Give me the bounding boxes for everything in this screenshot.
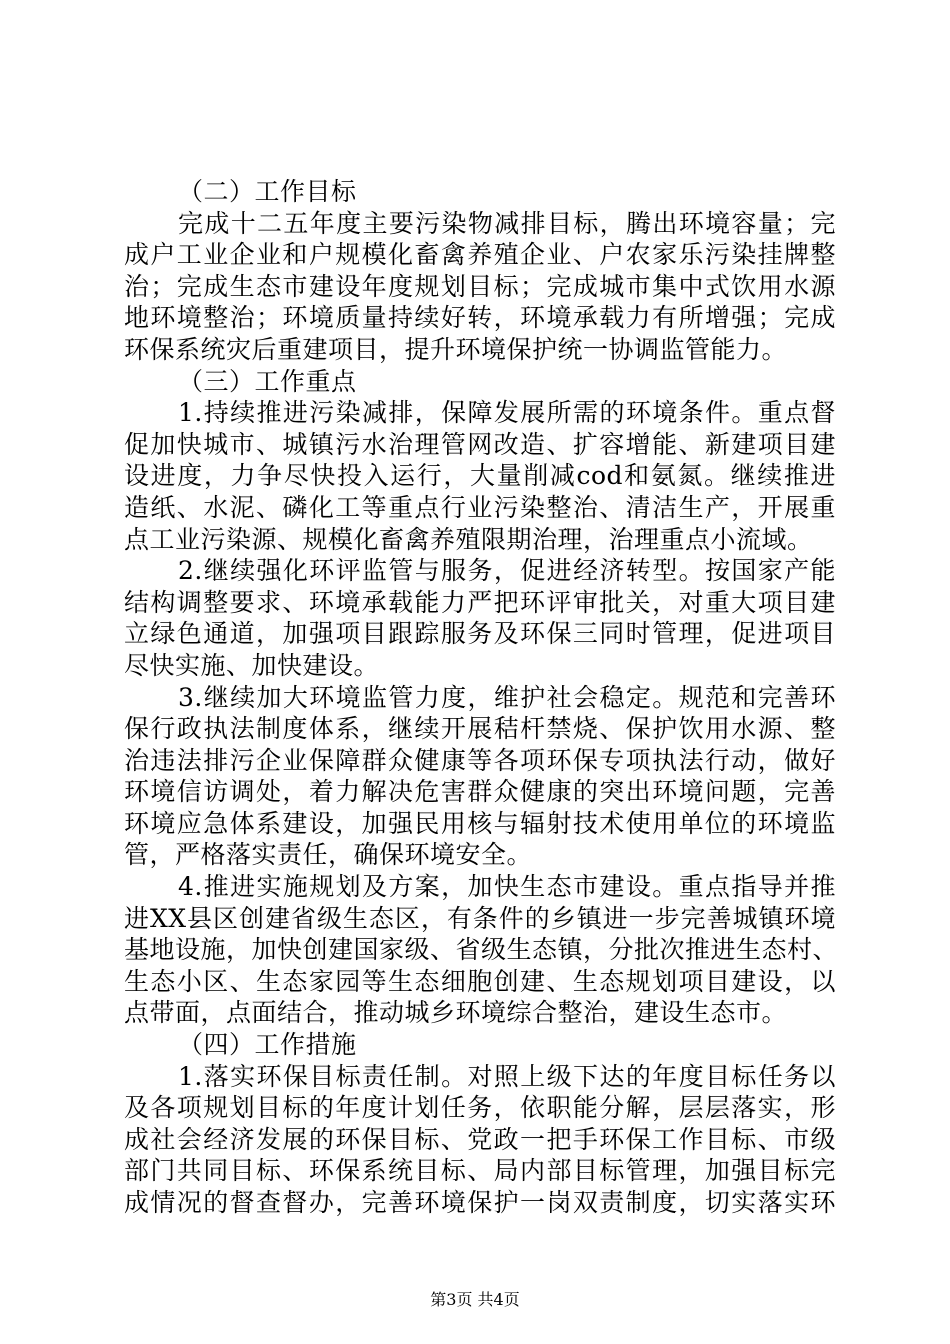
text-line: 进XX县区创建省级生态区，有条件的乡镇进一步完善城镇环境 [124,903,836,933]
text-line: 部门共同目标、环保系统目标、局内部目标管理，加强目标完 [124,1156,836,1186]
text-line: 成户工业企业和户规模化畜禽养殖企业、户农家乐污染挂牌整 [124,240,836,270]
text-line: （二）工作目标 [178,177,357,206]
text-line: 4.推进实施规划及方案，加快生态市建设。重点指导并推 [178,872,836,902]
text-line: 设进度，力争尽快投入运行，大量削减cod和氨氮。继续推进 [124,461,836,491]
text-line: 结构调整要求、环境承载能力严把环评审批关，对重大项目建 [124,587,836,617]
text-line: 治；完成生态市建设年度规划目标；完成城市集中式饮用水源 [124,271,836,301]
text-line: 治违法排污企业保障群众健康等各项环保专项执法行动，做好 [124,745,836,775]
text-line: （四）工作措施 [178,1030,357,1060]
text-line: 促加快城市、城镇污水治理管网改造、扩容增能、新建项目建 [124,429,836,459]
text-line: 环保系统灾后重建项目，提升环境保护统一协调监管能力。 [124,334,788,364]
text-line: 立绿色通道，加强项目跟踪服务及环保三同时管理，促进项目 [124,619,836,649]
text-line: 管，严格落实责任，确保环境安全。 [124,840,533,870]
text-line: （三）工作重点 [178,366,357,396]
text-line: 成情况的督查督办，完善环境保护一岗双责制度，切实落实环 [124,1188,836,1217]
text-line: 成社会经济发展的环保目标、党政一把手环保工作目标、市级 [124,1124,836,1154]
text-line: 保行政执法制度体系，继续开展秸杆禁烧、保护饮用水源、整 [124,714,836,744]
text-line: 造纸、水泥、磷化工等重点行业污染整治、清洁生产，开展重 [124,492,836,522]
text-line: 1.持续推进污染减排，保障发展所需的环境条件。重点督 [178,398,836,428]
text-line: 及各项规划目标的年度计划任务，依职能分解，层层落实，形 [124,1093,836,1123]
text-line: 尽快实施、加快建设。 [124,650,380,680]
text-line: 环境应急体系建设，加强民用核与辐射技术使用单位的环境监 [124,808,836,838]
text-line: 点带面，点面结合，推动城乡环境综合整治，建设生态市。 [124,998,788,1028]
text-line: 生态小区、生态家园等生态细胞创建、生态规划项目建设，以 [124,966,836,996]
page-footer: 第3页 共4页 [430,1290,520,1309]
text-line: 地环境整治；环境质量持续好转，环境承载力有所增强；完成 [124,303,836,333]
text-line: 环境信访调处，着力解决危害群众健康的突出环境问题，完善 [124,777,836,807]
text-line: 点工业污染源、规模化畜禽养殖限期治理，治理重点小流域。 [124,524,813,554]
text-line: 完成十二五年度主要污染物减排目标，腾出环境容量；完 [178,208,836,238]
text-line: 基地设施，加快创建国家级、省级生态镇，分批次推进生态村、 [124,935,839,965]
text-line: 2.继续强化环评监管与服务，促进经济转型。按国家产能 [178,556,836,586]
text-line: 1.落实环保目标责任制。对照上级下达的年度目标任务以 [178,1061,836,1091]
text-line: 3.继续加大环境监管力度，维护社会稳定。规范和完善环 [178,682,836,712]
document-body [124,176,839,1219]
